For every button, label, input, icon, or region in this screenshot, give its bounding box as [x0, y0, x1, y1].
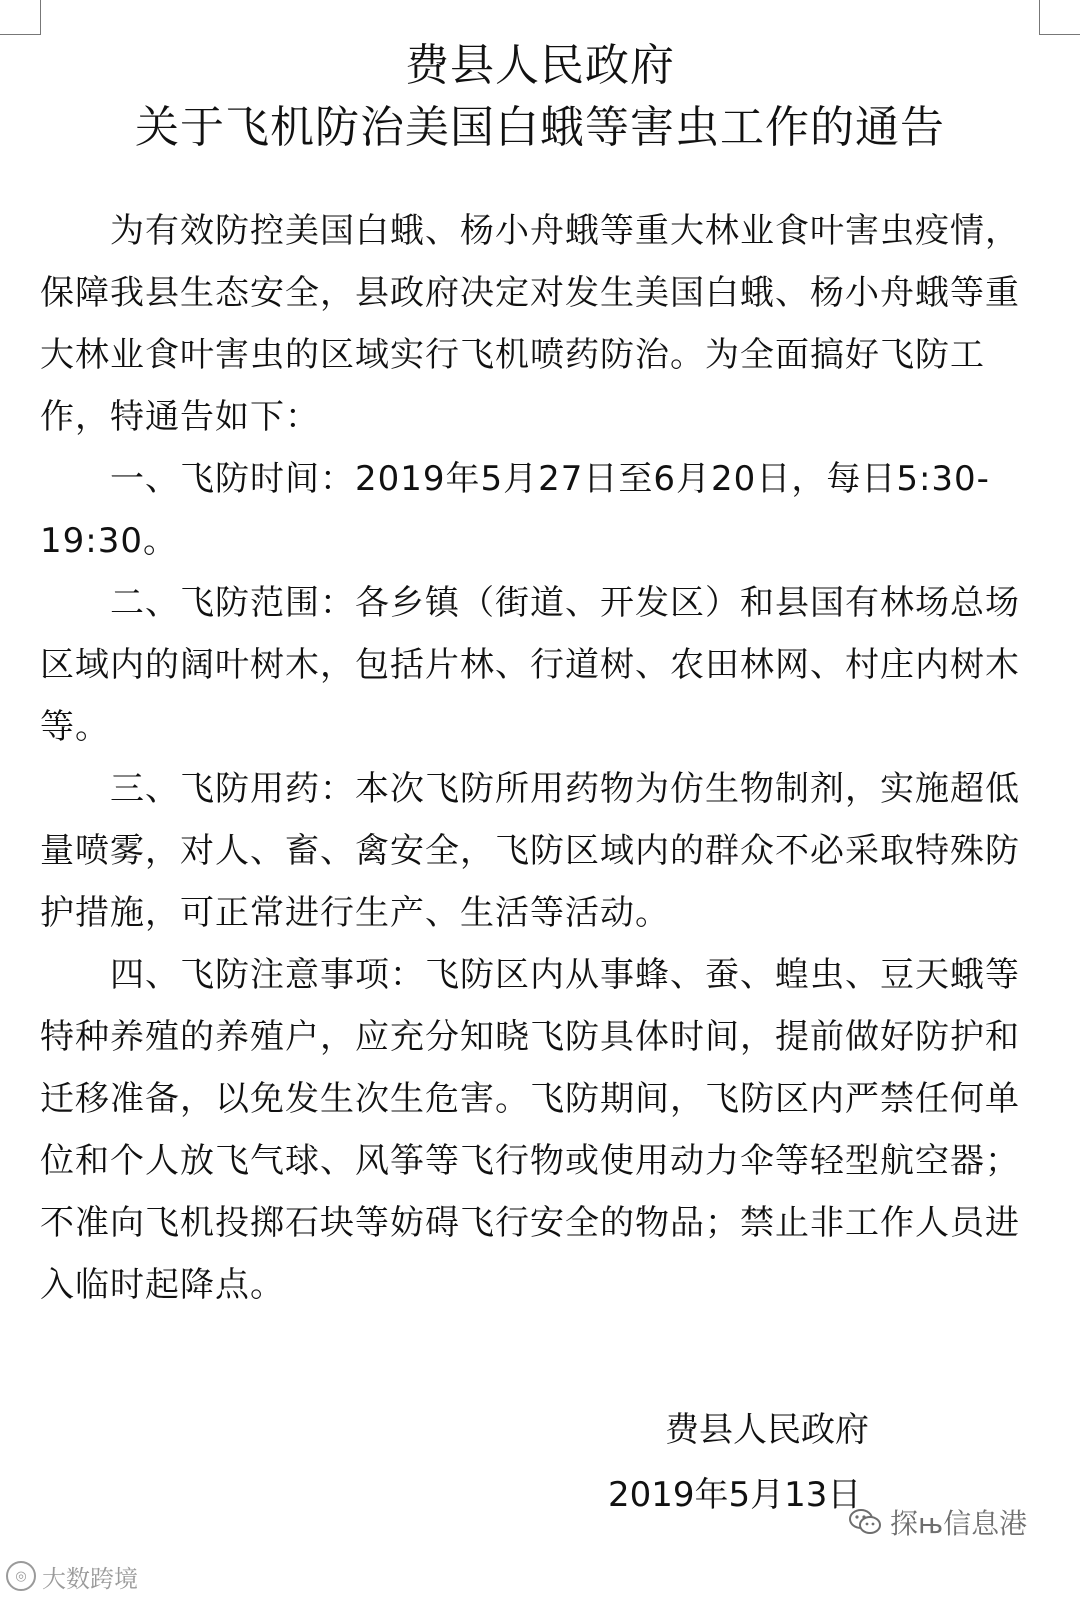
crop-mark-top-left [0, 0, 41, 35]
paragraph-scope: 二、飞防范围：各乡镇（街道、开发区）和县国有林场总场区域内的阔叶树木，包括片林、行道树、农田林网、村庄内树木等。 [40, 583, 1020, 747]
paragraph-intro: 为有效防控美国白蛾、杨小舟蛾等重大林业食叶害虫疫情，保障我县生态安全，县政府决定对发生美国白蛾、杨小舟蛾等重大林业食叶害虫的区域实行飞机喷药防治。为全面搞好飞防工作，特通告如下： [40, 211, 1020, 437]
watermark-right-text: 探њ信息港 [890, 1507, 1028, 1540]
watermark-left [6, 1556, 138, 1596]
crop-mark-top-right [1039, 0, 1080, 35]
signature-organization: 费县人民政府 [665, 1410, 869, 1450]
watermark-left-text: 大数跨境 [42, 1564, 138, 1593]
document-title-line1: 费县人民政府 [405, 40, 675, 91]
document-title-line2: 关于飞机防治美国白蛾等害虫工作的通告 [135, 102, 945, 153]
swirl-logo-icon: ◎ [6, 1561, 36, 1591]
paragraph-pesticide: 三、飞防用药：本次飞防所用药物为仿生物制剂，实施超低量喷雾，对人、畜、禽安全，飞防区域内的群众不必采取特殊防护措施，可正常进行生产、生活等活动。 [40, 769, 1020, 933]
wechat-icon [848, 1507, 882, 1537]
watermark-right [848, 1502, 1027, 1542]
signature-date: 2019年5月13日 [608, 1475, 862, 1515]
paragraph-precautions: 四、飞防注意事项：飞防区内从事蜂、蚕、蝗虫、豆天蛾等特种养殖的养殖户，应充分知晓飞防具体时间，提前做好防护和迁移准备，以免发生次生危害。飞防期间，飞防区内严禁任何单位和个人放飞气球、风筝等飞行物或使用动力伞等轻型航空器；不准向飞机投掷石块等妨碍飞行安全的物品；禁止非工作人员进入临时起降点。 [40, 955, 1020, 1305]
paragraph-time: 一、飞防时间：2019年5月27日至6月20日，每日5:30-19:30。 [40, 459, 990, 561]
document-body [40, 200, 1050, 1316]
